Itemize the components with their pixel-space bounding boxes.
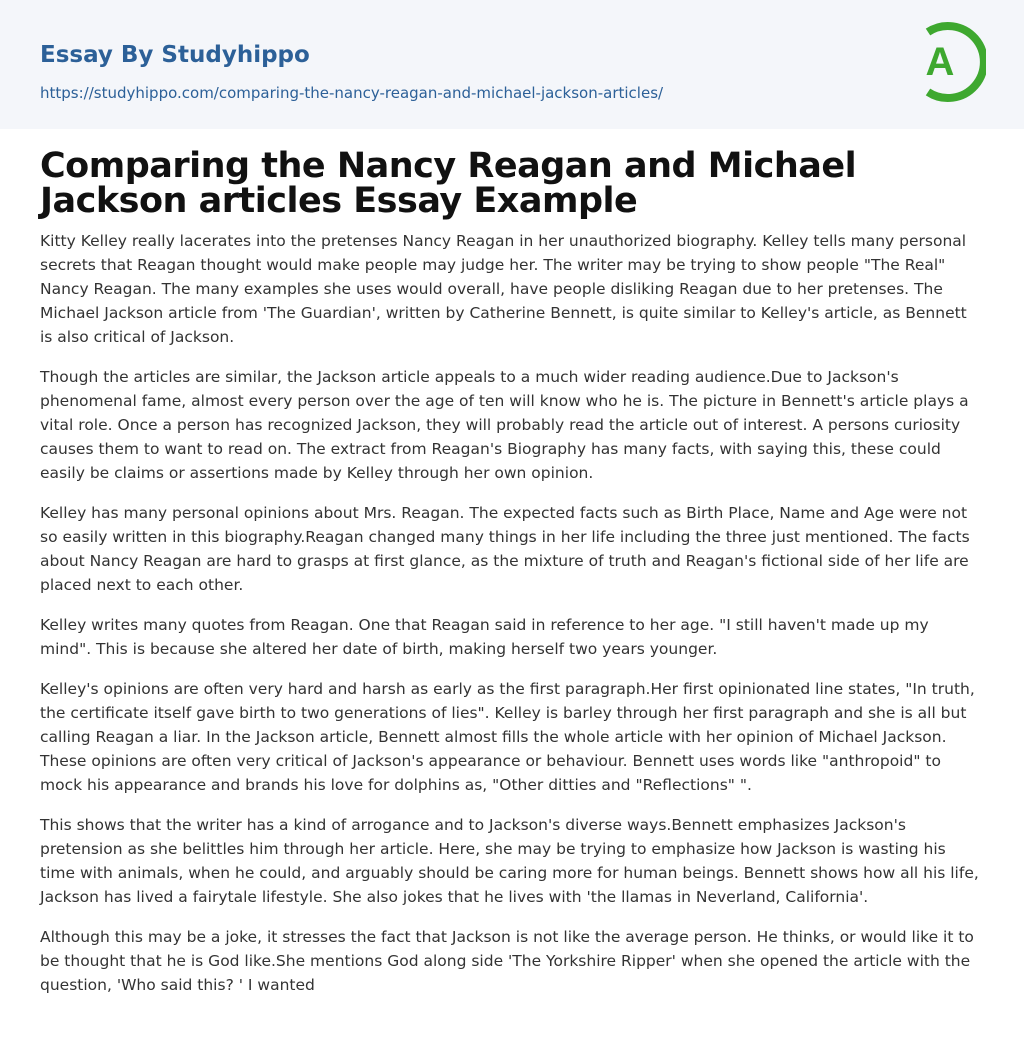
essay-paragraph: Though the articles are similar, the Jackson article appeals to a much wider reading audience.Due to Jackson's phenomenal fame, almost every person over the age of ten will know who he is. The picture in Bennett's article plays a vital role. Once a person has recognized Jackson, they will probably read the article out of interest. A persons curiosity causes them to want to read on. The extract from Reagan's Biography has many facts, with saying this, these could easily be claims or assertions made by Kelley through her own opinion. xyxy=(40,368,969,482)
essay-paragraph: This shows that the writer has a kind of arrogance and to Jackson's diverse ways.Bennett emphasizes Jackson's pretension as she belittles him through her article. Here, she may be trying to emphasize how Jackson is wasting his time with animals, when he could, and arguably should be caring more for human beings. Bennett shows how all his life, Jackson has lived a fairytale lifestyle. She also jokes that he lives with 'the llamas in Neverland, California'. xyxy=(40,816,979,906)
essay-paragraph: Kelley writes many quotes from Reagan. One that Reagan said in reference to her age. "I still haven't made up my mind". This is because she altered her date of birth, making herself two years younger. xyxy=(40,616,929,658)
site-header xyxy=(0,0,1024,129)
source-url-link[interactable]: https://studyhippo.com/comparing-the-nancy-reagan-and-michael-jackson-articles/ xyxy=(40,84,664,102)
logo-letter: A xyxy=(925,40,955,84)
essay-title: Comparing the Nancy Reagan and Michael Jackson articles Essay Example xyxy=(40,146,857,221)
site-brand[interactable]: Essay By Studyhippo xyxy=(40,42,310,68)
studyhippo-logo-icon[interactable] xyxy=(912,19,986,105)
essay-paragraph: Kelley has many personal opinions about Mrs. Reagan. The expected facts such as Birth Place, Name and Age were not so easily written in this biography.Reagan changed many things in her life including the three just mentioned. The facts about Nancy Reagan are hard to grasps at first glance, as the mixture of truth and Reagan's fictional side of her life are placed next to each other. xyxy=(40,504,970,594)
essay-paragraph: Kitty Kelley really lacerates into the pretenses Nancy Reagan in her unauthorized biography. Kelley tells many personal secrets that Reagan thought would make people may judge her. The writer may be trying to show people "The Real" Nancy Reagan. The many examples she uses would overall, have people disliking Reagan due to her pretenses. The Michael Jackson article from 'The Guardian', written by Catherine Bennett, is quite similar to Kelley's article, as Bennett is also critical of Jackson. xyxy=(40,232,967,346)
essay-paragraph: Kelley's opinions are often very hard and harsh as early as the first paragraph.Her first opinionated line states, "In truth, the certificate itself gave birth to two generations of lies". Kelley is barley through her first paragraph and she is all but calling Reagan a liar. In the Jackson article, Bennett almost fills the whole article with her opinion of Michael Jackson. These opinions are often very critical of Jackson's appearance or behaviour. Bennett uses words like "anthropoid" to mock his appearance and brands his love for dolphins as, "Other ditties and "Reflections" ". xyxy=(40,680,975,794)
essay-paragraph: Although this may be a joke, it stresses the fact that Jackson is not like the average person. He thinks, or would like it to be thought that he is God like.She mentions God along side 'The Yorkshire Ripper' when she opened the article with the question, 'Who said this? ' I wanted xyxy=(40,928,974,994)
essay-content xyxy=(0,129,1024,997)
